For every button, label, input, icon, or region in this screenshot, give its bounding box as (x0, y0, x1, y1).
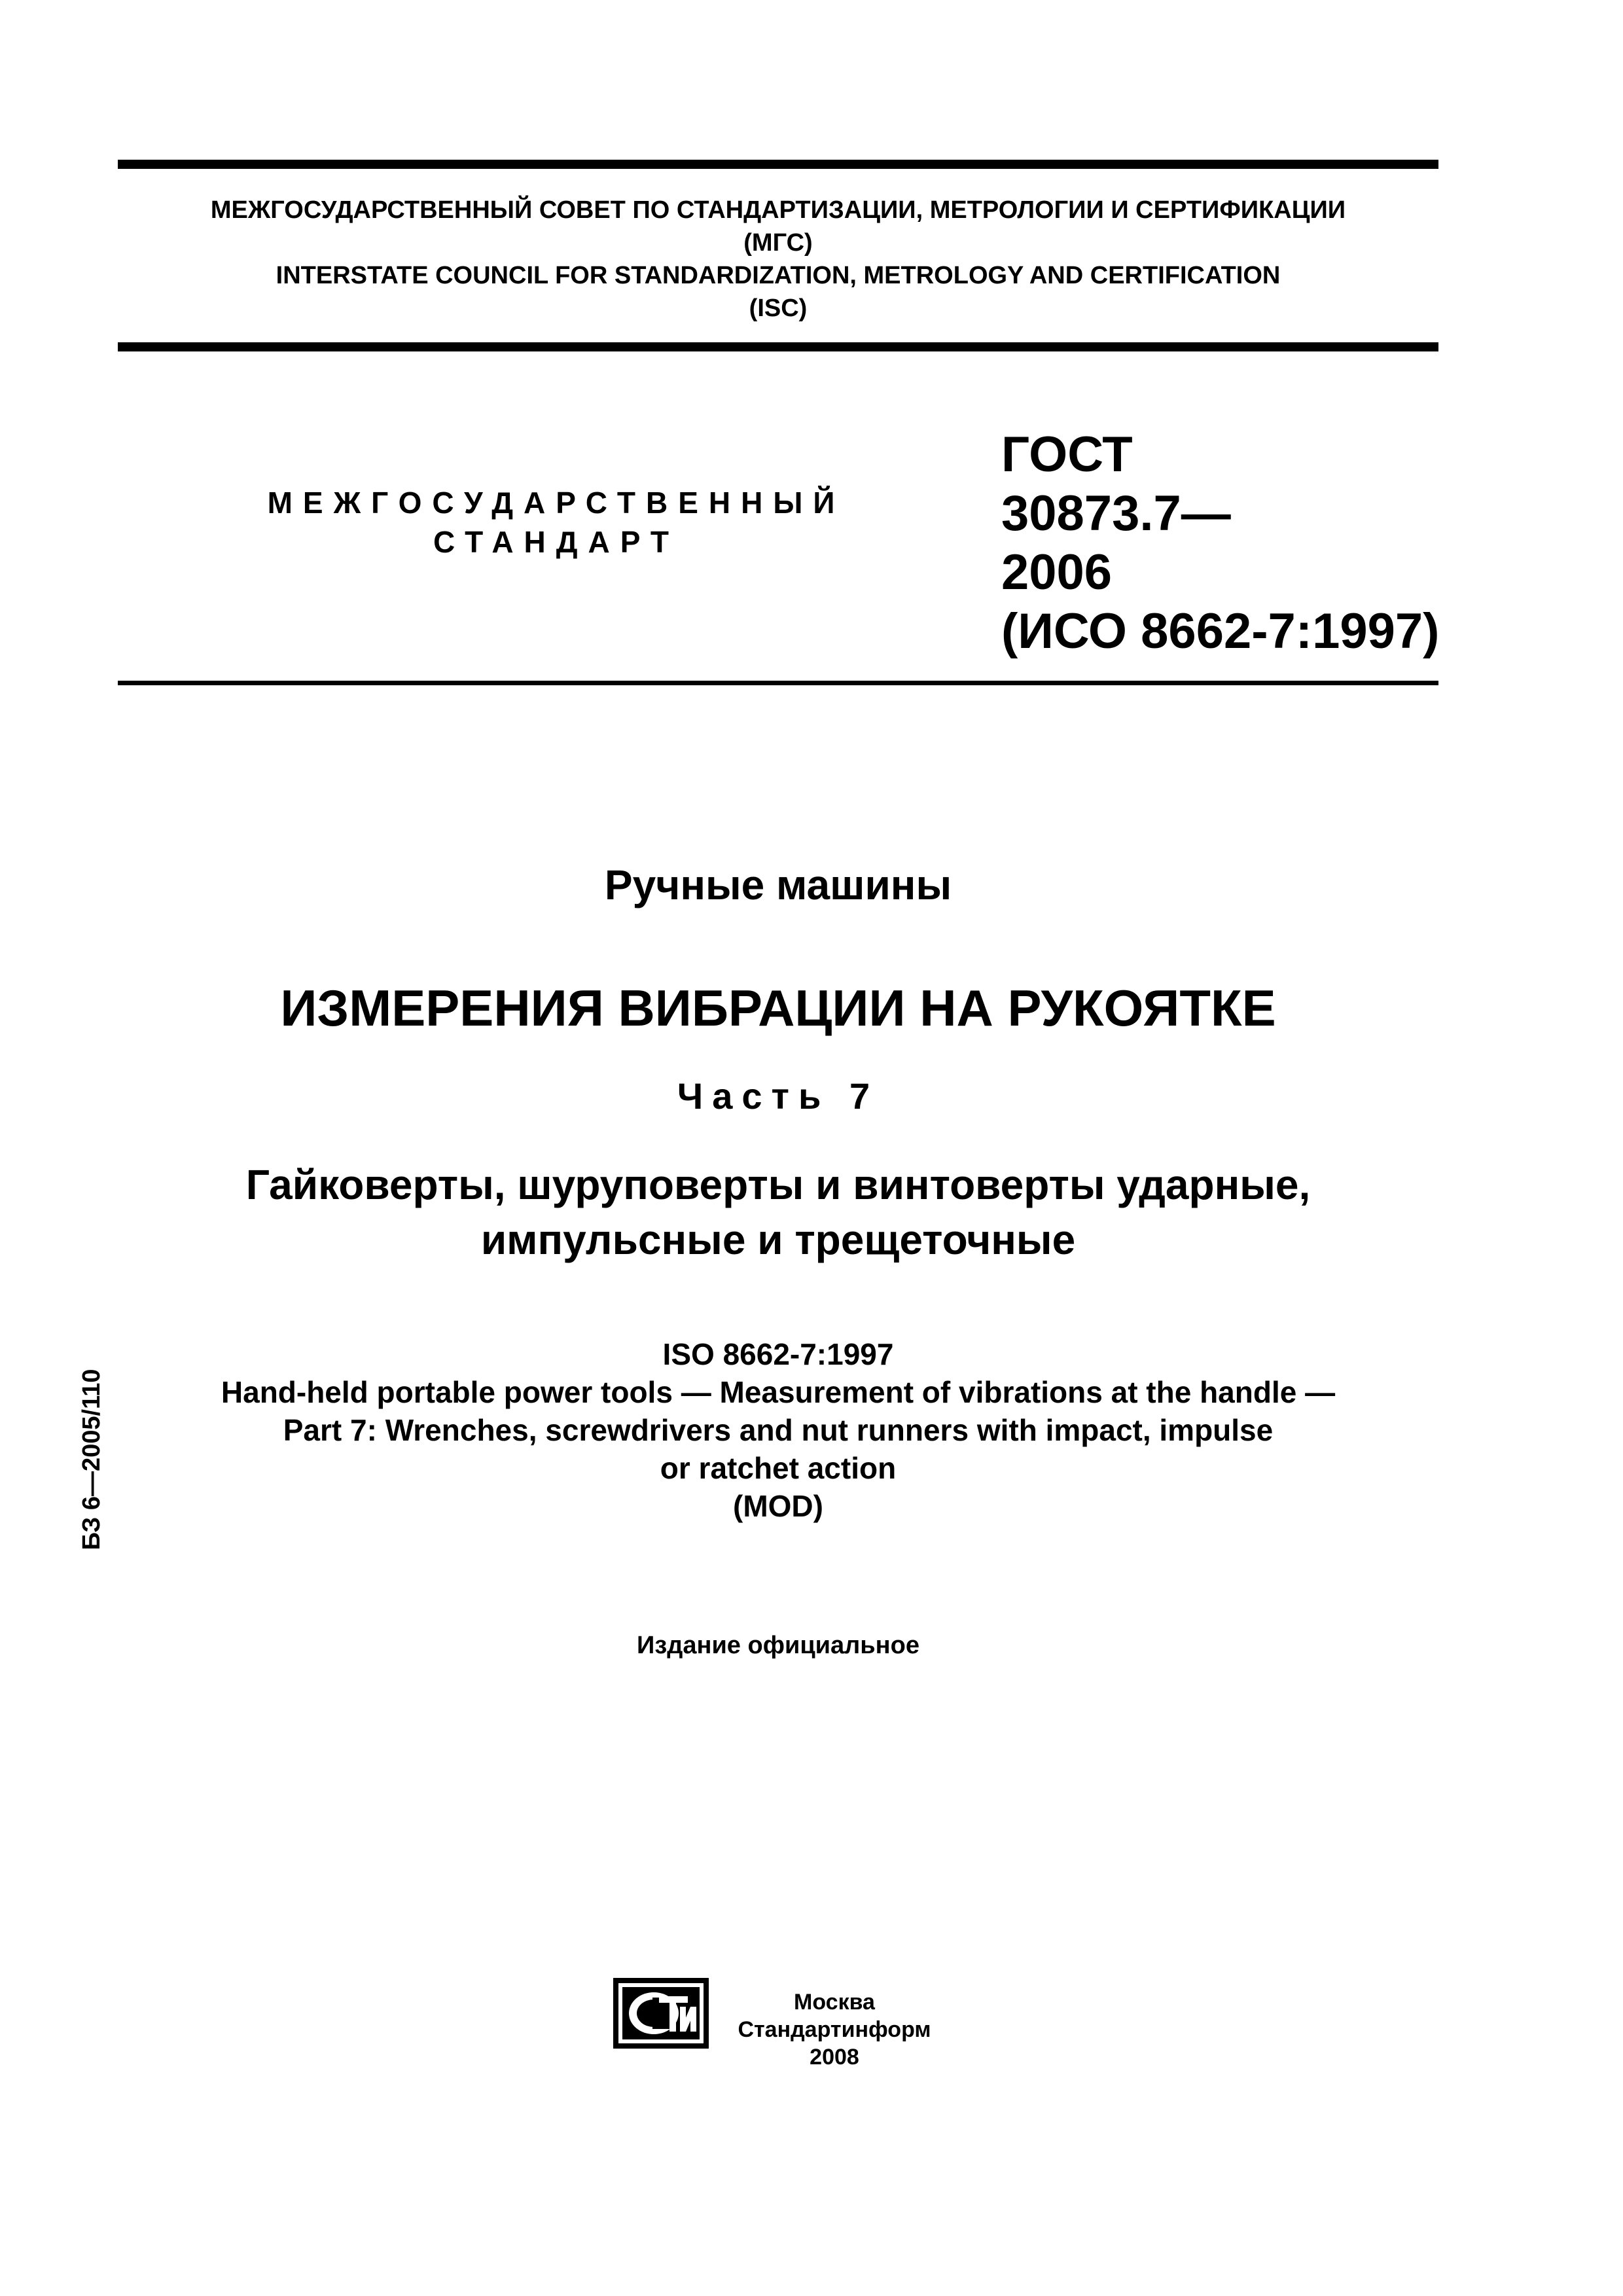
designation-rule (118, 681, 1438, 685)
gost-label: ГОСТ (1001, 427, 1133, 482)
top-rule (118, 160, 1438, 169)
publisher-year: 2008 (810, 2045, 859, 2070)
iso-modification: (MOD) (733, 1489, 823, 1523)
subtitle-line2: импульсные и трещеточные (480, 1216, 1076, 1263)
title-main: ИЗМЕРЕНИЯ ВИБРАЦИИ НА РУКОЯТКЕ (280, 979, 1276, 1037)
publisher-name: Стандартинформ (738, 2017, 931, 2042)
standard-kind-line1: МЕЖГОСУДАРСТВЕННЫЙ (267, 486, 846, 520)
gost-year: 2006 (1001, 545, 1113, 600)
council-block (118, 194, 1438, 325)
iso-title-line2: Part 7: Wrenches, screwdrivers and nut runners with impact, impulse (283, 1413, 1274, 1447)
publisher-block (710, 1988, 959, 2071)
standard-kind (249, 483, 864, 562)
iso-number: ISO 8662-7:1997 (662, 1337, 894, 1371)
council-ru: МЕЖГОСУДАРСТВЕННЫЙ СОВЕТ ПО СТАНДАРТИЗАЦИИ, МЕТРОЛОГИИ И СЕРТИФИКАЦИИ (210, 196, 1346, 224)
edition-note: Издание официальное (637, 1632, 919, 1659)
council-en: INTERSTATE COUNCIL FOR STANDARDIZATION, METROLOGY AND CERTIFICATION (276, 262, 1281, 289)
gost-designation (1001, 425, 1446, 661)
gost-number: 30873.7— (1001, 486, 1231, 541)
iso-title-line1: Hand-held portable power tools — Measurement of vibrations at the handle — (221, 1375, 1336, 1409)
council-ru-abbr: (МГС) (743, 229, 813, 257)
publisher-city: Москва (794, 1990, 875, 2015)
iso-title-line3: or ratchet action (660, 1451, 897, 1485)
council-bottom-rule (118, 342, 1438, 351)
subtitle-line1: Гайковерты, шуруповерты и винтоверты ударные, (245, 1161, 1311, 1208)
side-code: БЗ 6—2005/110 (78, 1369, 105, 1551)
title-subtitle (118, 1157, 1438, 1267)
title-part: Часть 7 (677, 1075, 880, 1117)
council-en-abbr: (ISC) (749, 295, 808, 322)
standartinform-logo-icon (612, 1977, 710, 2050)
gost-iso-equivalent: (ИСО 8662-7:1997) (1001, 603, 1440, 659)
iso-reference (118, 1335, 1438, 1525)
standard-kind-line2: СТАНДАРТ (433, 525, 679, 559)
title-group: Ручные машины (604, 861, 952, 908)
